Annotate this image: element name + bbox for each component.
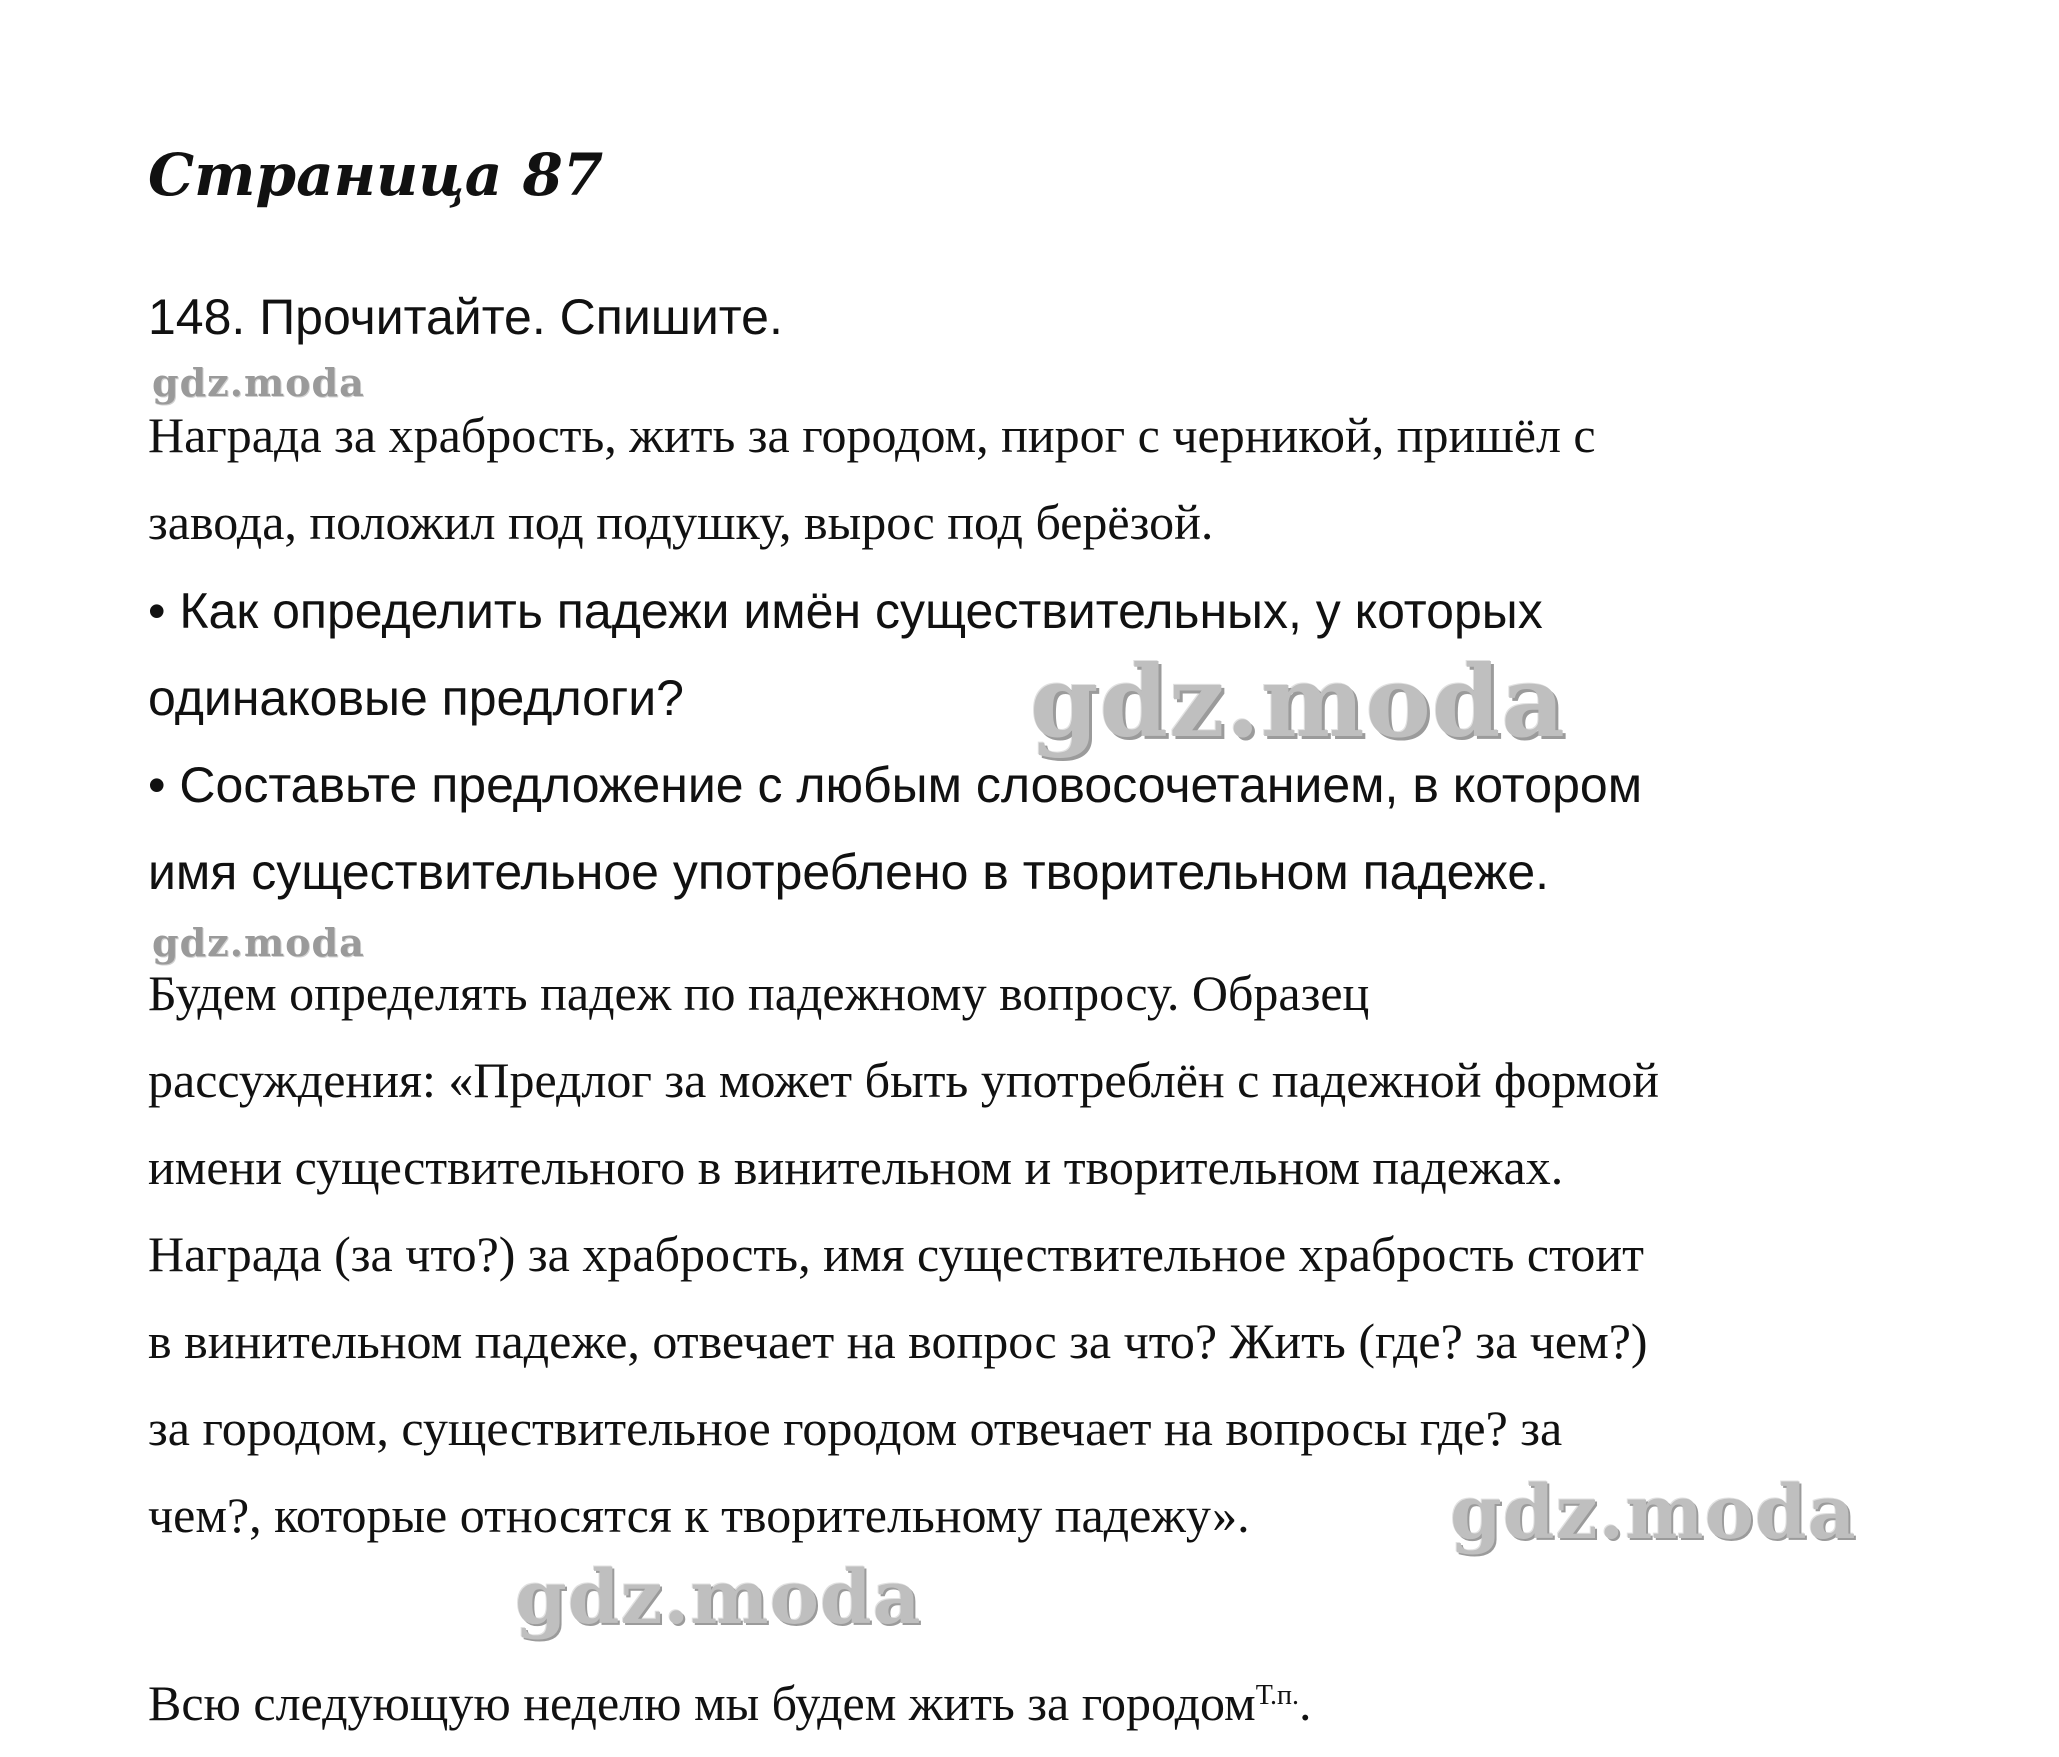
answer-line: имени существительного в винительном и творительном падежах. <box>148 1139 1564 1195</box>
answer-line: чем?, которые относятся к творительному падежу». <box>148 1487 1250 1543</box>
example-sentence <box>148 1660 1968 1747</box>
example-sentence-end: . <box>1299 1675 1312 1731</box>
page-title: Страница 87 <box>148 141 604 209</box>
task-text <box>148 392 1968 566</box>
watermark: gdz.moda <box>1450 1470 1857 1556</box>
case-mark: Т.п. <box>1255 1680 1299 1711</box>
example-sentence-text: Всю следующую неделю мы будем жить за городом <box>148 1675 1256 1731</box>
question-line: имя существительное употреблено в творительном падеже. <box>148 844 1550 900</box>
watermark: gdz.moda <box>152 360 365 405</box>
answer-line: Награда (за что?) за храбрость, имя существительное храбрость стоит <box>148 1226 1644 1282</box>
task-text-line: Награда за храбрость, жить за городом, пирог с черникой, пришёл с <box>148 407 1596 463</box>
answer-line: рассуждения: «Предлог за может быть употреблён с падежной формой <box>148 1052 1660 1108</box>
answer-line: в винительном падеже, отвечает на вопрос за что? Жить (где? за чем?) <box>148 1313 1648 1369</box>
question-line: • Составьте предложение с любым словосочетанием, в котором <box>148 757 1643 813</box>
answer-line: за городом, существительное городом отвечает на вопросы где? за <box>148 1400 1563 1456</box>
answer-text <box>148 950 1968 1559</box>
watermark: gdz.moda <box>515 1555 922 1641</box>
question-line: • Как определить падежи имён существительных, у которых <box>148 583 1543 639</box>
question-line: одинаковые предлоги? <box>148 670 684 726</box>
watermark: gdz.moda <box>1030 645 1566 760</box>
task-header: 148. Прочитайте. Спишите. <box>148 289 783 345</box>
task-text-line: завода, положил под подушку, вырос под берёзой. <box>148 494 1214 550</box>
answer-line: Будем определять падеж по падежному вопросу. Образец <box>148 965 1370 1021</box>
watermark: gdz.moda <box>152 920 365 965</box>
